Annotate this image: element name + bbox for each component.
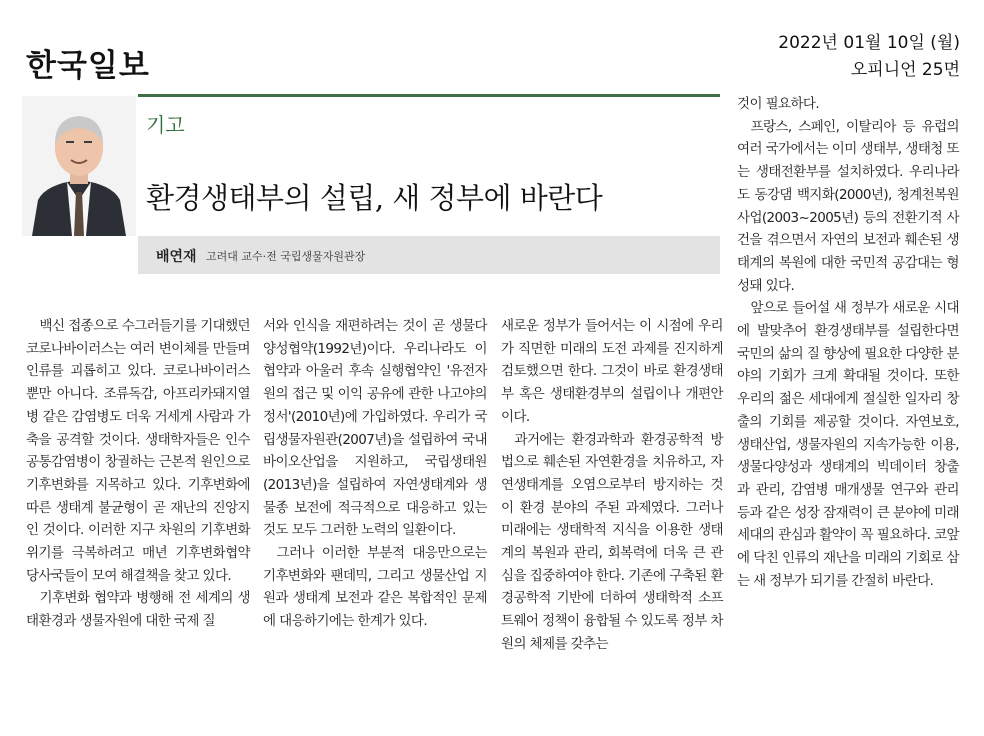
article-column-3	[501, 315, 723, 656]
paragraph: 프랑스, 스페인, 이탈리아 등 유럽의 여러 국가에서는 이미 생태부, 생태청 또는 생태전환부를 설치하였다. 우리나라도 동강댐 백지화(2000년), 청계천복원사업(2003~2005년) 등의 전환기적 사건을 겪으면서 자연의 보전과 훼손된 생태계의 복원에 대한 국민적 공감대는 형성돼 있다.	[737, 118, 959, 294]
paragraph: 그러나 이러한 부분적 대응만으로는 기후변화와 팬데믹, 그리고 생물산업 지원과 생태계 보전과 같은 복합적인 문제에 대응하기에는 한계가 있다.	[263, 545, 487, 630]
paragraph: 서와 인식을 재편하려는 것이 곧 생물다양성협약(1992년)이다. 우리나라도 이 협약과 아울러 후속 실행협약인 '유전자원의 접근 및 이익 공유에 관한 나고야의정서'(2010년)에 가입하였다. 우리가 국립생물자원관(2007년)을 설립하여 국내 바이오산업을 지원하고, 국립생태원(2013년)을 설립하여 자연생태계와 생물종 보전에 적극적으로 대응하고 있는 것도 모두 그러한 노력의 일환이다.	[263, 318, 487, 539]
author-photo	[22, 96, 136, 236]
publication-date: 2022년 01월 10일 (월)	[778, 33, 960, 53]
paragraph: 새로운 정부가 들어서는 이 시점에 우리가 직면한 미래의 도전 과제를 진지하게 검토했으면 한다. 그것이 바로 환경생태부 혹은 생태환경부의 설립이나 개편안이다.	[501, 318, 723, 425]
newspaper-masthead: 한국일보	[26, 48, 150, 84]
page-section: 오피니언 25면	[850, 60, 960, 80]
article-column-2	[263, 315, 487, 633]
article-headline: 환경생태부의 설립, 새 정부에 바란다	[146, 181, 603, 215]
paragraph: 기후변화 협약과 병행해 전 세계의 생태환경과 생물자원에 대한 국제 질	[26, 590, 250, 630]
section-tag: 기고	[146, 113, 185, 137]
paragraph: 것이 필요하다.	[737, 96, 820, 112]
paragraph: 과거에는 환경과학과 환경공학적 방법으로 훼손된 자연환경을 치유하고, 자연생태계를 오염으로부터 방지하는 것이 환경 분야의 주된 과제였다. 그러나 미래에는 생태학적 지식을 이용한 생태계의 복원과 관리, 회복력에 더욱 큰 관심을 집중하여야 한다. 기존에 구축된 환경공학적 기반에 더하여 생태학적 소프트웨어 정책이 융합될 수 있도록 정부 차원의 체제를 갖추는	[501, 431, 723, 652]
author-title: 고려대 교수·전 국립생물자원관장	[206, 250, 366, 263]
byline-bar	[138, 236, 720, 274]
author-name: 배연재	[156, 249, 197, 265]
article-column-1	[26, 315, 250, 633]
paragraph: 백신 접종으로 수그러들기를 기대했던 코로나바이러스는 여러 변이체를 만들며 인류를 괴롭히고 있다. 코로나바이러스뿐만 아니다. 조류독감, 아프리카돼지열병 같은 감염병도 더욱 거세게 사람과 가축을 공격할 것이다. 생태학자들은 인수공통감염병이 창궐하는 근본적 원인으로 기후변화를 지목하고 있다. 기후변화에 따른 생태계 불균형이 곧 재난의 진앙지인 것이다. 이러한 지구 차원의 기후변화 위기를 극복하려고 매년 기후변화협약 당사국들이 모여 해결책을 찾고 있다.	[26, 318, 250, 584]
paragraph: 앞으로 들어설 새 정부가 새로운 시대에 발맞추어 환경생태부를 설립한다면 국민의 삶의 질 향상에 필요한 다양한 분야의 기회가 크게 확대될 것이다. 또한 우리의 젊은 세대에게 절실한 일자리 창출의 기회를 제공할 것이다. 자연보호, 생태산업, 생물자원의 지속가능한 이용, 생물다양성과 생태계의 빅데이터 창출과 관리, 감염병 매개생물 연구와 관리 등과 같은 성장 잠재력이 큰 분야에 미래 세대의 관심과 활약이 꼭 필요하다. 코앞에 닥친 인류의 재난을 미래의 기회로 삼는 새 정부가 되기를 간절히 바란다.	[737, 300, 959, 589]
article-column-4	[737, 93, 959, 592]
dateline	[778, 30, 960, 84]
header-rule	[138, 94, 720, 97]
